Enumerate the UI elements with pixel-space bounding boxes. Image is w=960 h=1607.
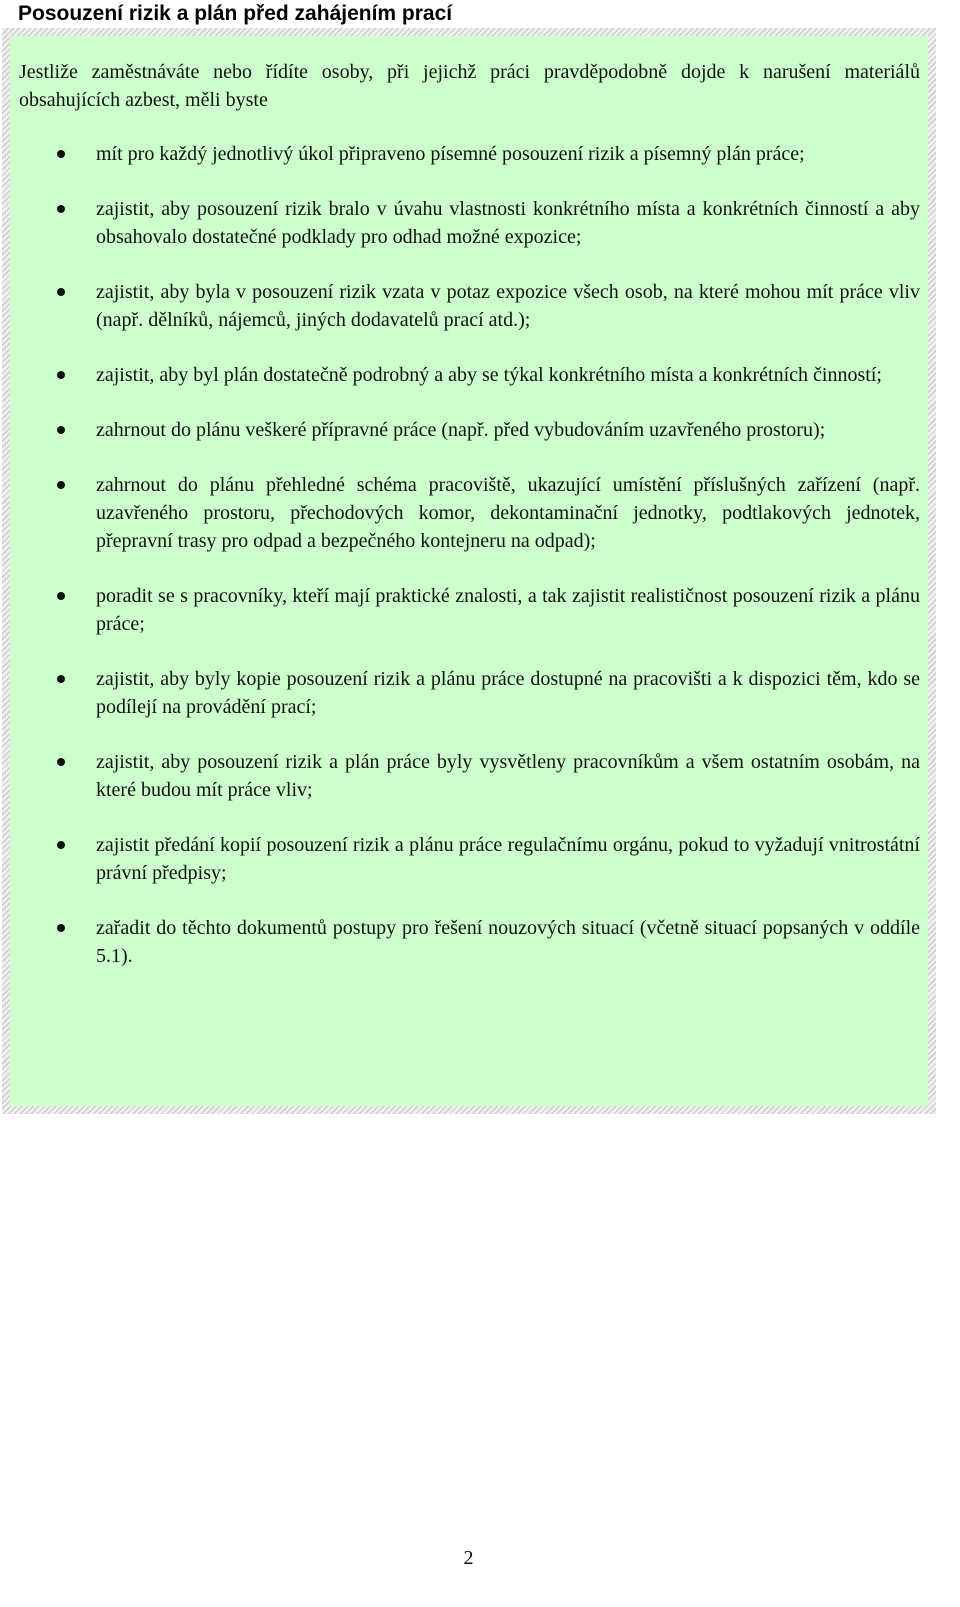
list-item-text: zajistit, aby posouzení rizik a plán práce byly vysvětleny pracovníkům a všem ostatním osobám, na které budou mít práce vliv; bbox=[96, 751, 920, 801]
list-item-text: zajistit, aby byla v posouzení rizik vzata v potaz expozice všech osob, na které mohou mít práce vliv (např. dělníků, nájemců, jiných dodavatelů prací atd.); bbox=[96, 281, 920, 331]
list-item-text: zahrnout do plánu přehledné schéma pracoviště, ukazující umístění příslušných zařízení (např. uzavřeného prostoru, přechodových komor, dekontaminační jednotky, podtlakových jednotek, přepravní trasy pro odpad a bezpečného kontejneru na odpad); bbox=[96, 474, 920, 552]
highlight-box-border bbox=[2, 28, 936, 1114]
list-item-text: zajistit předání kopií posouzení rizik a plánu práce regulačnímu orgánu, pokud to vyžadují vnitrostátní právní předpisy; bbox=[96, 834, 920, 884]
bullet-icon bbox=[57, 841, 65, 849]
list-item bbox=[19, 278, 920, 334]
list-item bbox=[19, 665, 920, 721]
list-item-text: zajistit, aby byl plán dostatečně podrobný a aby se týkal konkrétního místa a konkrétních činností; bbox=[96, 364, 882, 386]
list-item bbox=[19, 914, 920, 970]
bullet-icon bbox=[57, 371, 65, 379]
bullet-icon bbox=[57, 758, 65, 766]
list-item-text: zahrnout do plánu veškeré přípravné práce (např. před vybudováním uzavřeného prostoru); bbox=[96, 419, 826, 441]
bullet-icon bbox=[57, 481, 65, 489]
bullet-icon bbox=[57, 288, 65, 296]
list-item bbox=[19, 582, 920, 638]
highlight-box bbox=[10, 36, 928, 1106]
list-item bbox=[19, 195, 920, 251]
bullet-icon bbox=[57, 426, 65, 434]
list-item bbox=[19, 140, 920, 168]
list-item-text: mít pro každý jednotlivý úkol připraveno písemné posouzení rizik a písemný plán práce; bbox=[96, 143, 805, 165]
list-item-text: zajistit, aby posouzení rizik bralo v úvahu vlastnosti konkrétního místa a konkrétních činností a aby obsahovalo dostatečné podklady pro odhad možné expozice; bbox=[96, 198, 920, 248]
list-item bbox=[19, 361, 920, 389]
list-item bbox=[19, 831, 920, 887]
list-item-text: zařadit do těchto dokumentů postupy pro řešení nouzových situací (včetně situací popsaných v oddíle 5.1). bbox=[96, 917, 920, 967]
list-item bbox=[19, 748, 920, 804]
bullet-icon bbox=[57, 205, 65, 213]
intro-paragraph: Jestliže zaměstnáváte nebo řídíte osoby, při jejichž práci pravděpodobně dojde k narušení materiálů obsahujících azbest, měli byste bbox=[19, 61, 920, 111]
page-number: 2 bbox=[463, 1547, 474, 1569]
list-item bbox=[19, 416, 920, 444]
bullet-icon bbox=[57, 675, 65, 683]
bullet-icon bbox=[57, 592, 65, 600]
section-heading: Posouzení rizik a plán před zahájením prací bbox=[18, 2, 453, 25]
list-item-text: poradit se s pracovníky, kteří mají praktické znalosti, a tak zajistit realističnost posouzení rizik a plánu práce; bbox=[96, 585, 920, 635]
bullet-icon bbox=[57, 924, 65, 932]
requirements-list bbox=[19, 140, 920, 970]
bullet-icon bbox=[57, 150, 65, 158]
list-item-text: zajistit, aby byly kopie posouzení rizik a plánu práce dostupné na pracovišti a k dispozici těm, kdo se podílejí na provádění prací; bbox=[96, 668, 920, 718]
list-item bbox=[19, 471, 920, 555]
